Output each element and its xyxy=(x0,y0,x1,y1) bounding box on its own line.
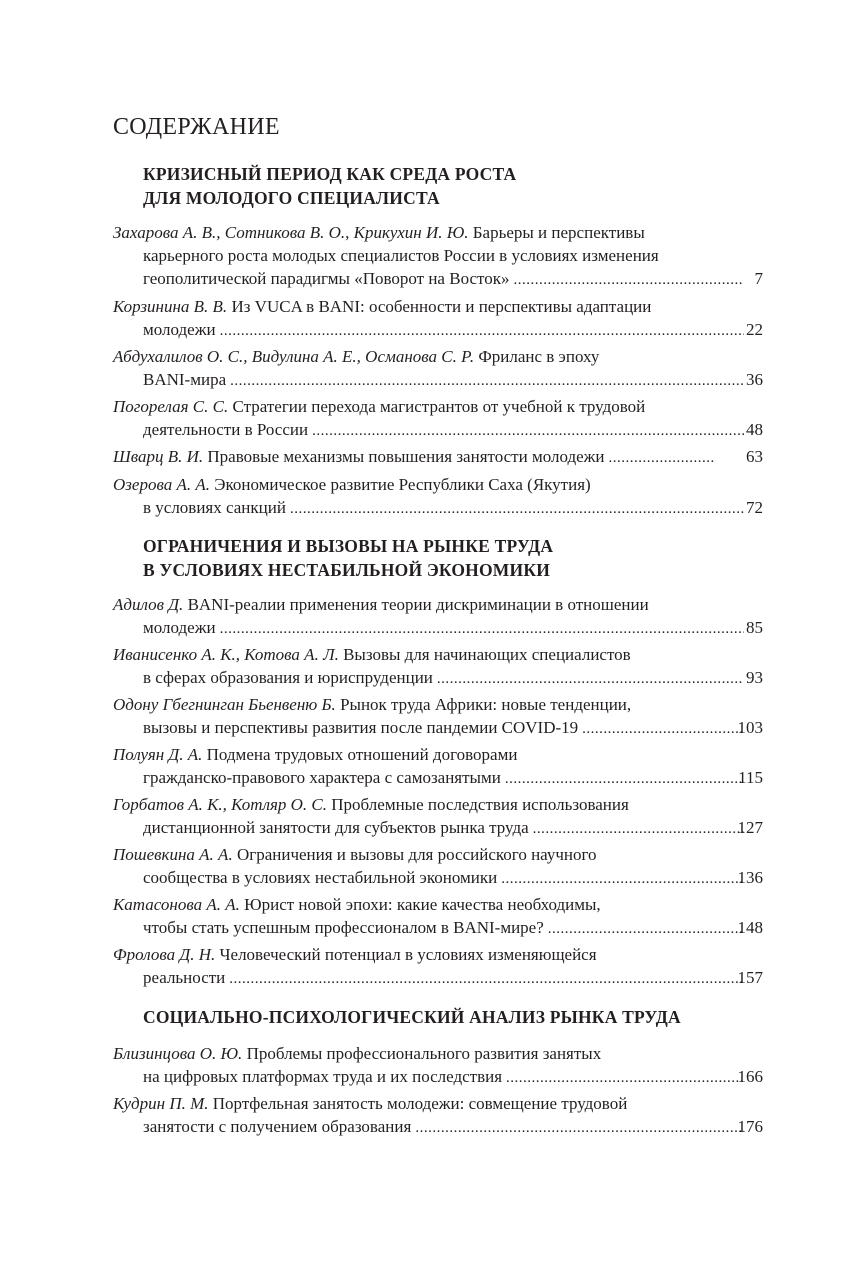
entry-title-continued: в условиях санкций xyxy=(143,498,286,517)
entry-title-continued: реальности xyxy=(143,968,226,987)
entry-line xyxy=(113,221,763,244)
page-number: 36 xyxy=(746,370,763,389)
entry-text xyxy=(143,616,216,639)
entry-line xyxy=(113,445,763,468)
toc-entry[interactable] xyxy=(113,221,763,290)
toc-entry[interactable] xyxy=(113,893,763,939)
entry-text xyxy=(143,318,216,341)
dot-leader xyxy=(220,320,744,343)
page-number: 148 xyxy=(737,918,763,937)
toc-entry[interactable] xyxy=(113,445,763,468)
entry-line xyxy=(113,816,763,839)
dot-leader xyxy=(415,1117,744,1140)
entry-title: Экономическое развитие Республики Саха (Якутия) xyxy=(214,475,591,494)
entry-author: Абдухалилов О. С., Видулина А. Е., Османова С. Р. xyxy=(113,347,475,366)
section-heading xyxy=(143,1005,743,1029)
page-number: 166 xyxy=(737,1067,763,1086)
entry-text xyxy=(143,816,529,839)
entry-title-continued: на цифровых платформах труда и их последствия xyxy=(143,1067,503,1086)
page-number: 157 xyxy=(737,968,763,987)
entry-line xyxy=(113,1065,763,1088)
entry-text xyxy=(143,267,510,290)
entry-line xyxy=(113,766,763,789)
dot-leader xyxy=(312,420,744,443)
entry-author: Шварц В. И. xyxy=(113,447,204,466)
page-title: СОДЕРЖАНИЕ xyxy=(113,114,280,140)
toc-entry[interactable] xyxy=(113,843,763,889)
entry-title-continued: дистанционной занятости для субъектов рынка труда xyxy=(143,818,529,837)
entry-text xyxy=(143,1065,502,1088)
entry-title: Проблемные последствия использования xyxy=(331,795,629,814)
entry-author: Кудрин П. М. xyxy=(113,1094,209,1113)
page-number: 115 xyxy=(738,768,763,787)
entry-title-continued: сообщества в условиях нестабильной экономики xyxy=(143,868,498,887)
entry-line xyxy=(113,843,763,866)
page-number: 103 xyxy=(737,718,763,737)
entry-author: Корзинина В. В. xyxy=(113,297,228,316)
section-heading-line: СОЦИАЛЬНО-ПСИХОЛОГИЧЕСКИЙ АНАЛИЗ РЫНКА ТРУДА xyxy=(143,1007,681,1027)
toc-entry[interactable] xyxy=(113,1042,763,1088)
entry-title: Барьеры и перспективы xyxy=(472,223,645,242)
entry-author: Фролова Д. Н. xyxy=(113,945,216,964)
entry-line xyxy=(113,244,763,267)
entry-title: Правовые механизмы повышения занятости молодежи xyxy=(207,447,605,466)
toc-entry[interactable] xyxy=(113,643,763,689)
entry-title: Из VUCA в BANI: особенности и перспективы адаптации xyxy=(231,297,652,316)
entry-title-continued: карьерного роста молодых специалистов России в условиях изменения xyxy=(143,246,659,265)
page-number: 22 xyxy=(746,320,763,339)
entry-title-continued: молодежи xyxy=(143,320,216,339)
entry-title-continued: занятости с получением образования xyxy=(143,1117,412,1136)
toc-entry[interactable] xyxy=(113,1092,763,1138)
entry-title-continued: BANI-мира xyxy=(143,370,227,389)
page-number: 127 xyxy=(737,818,763,837)
entry-title: Стратегии перехода магистрантов от учебной к трудовой xyxy=(232,397,646,416)
section-heading-line: ДЛЯ МОЛОДОГО СПЕЦИАЛИСТА xyxy=(143,188,440,208)
toc-entry[interactable] xyxy=(113,943,763,989)
entry-title-continued: гражданско-правового характера с самозанятыми xyxy=(143,768,501,787)
entry-title: Ограничения и вызовы для российского научного xyxy=(236,845,597,864)
entry-line xyxy=(113,943,763,966)
entry-title-continued: молодежи xyxy=(143,618,216,637)
entry-line xyxy=(113,793,763,816)
entry-title: Портфельная занятость молодежи: совмещение трудовой xyxy=(212,1094,628,1113)
entry-text xyxy=(143,1115,411,1138)
entry-line xyxy=(113,473,763,496)
entry-title: Человеческий потенциал в условиях изменяющейся xyxy=(219,945,597,964)
entry-author: Близинцова О. Ю. xyxy=(113,1044,243,1063)
entry-title-continued: вызовы и перспективы развития после пандемии COVID-19 xyxy=(143,718,579,737)
page-number: 93 xyxy=(746,668,763,687)
entry-text xyxy=(143,496,286,519)
entry-author: Озерова А. А. xyxy=(113,475,210,494)
entry-title: Рынок труда Африки: новые тенденции, xyxy=(340,695,632,714)
entry-line xyxy=(113,643,763,666)
entry-line xyxy=(113,267,763,290)
entry-title-continued: деятельности в России xyxy=(143,420,309,439)
section-heading xyxy=(143,162,743,210)
entry-line xyxy=(113,866,763,889)
entry-author: Погорелая С. С. xyxy=(113,397,229,416)
entry-line xyxy=(113,743,763,766)
entry-line xyxy=(113,295,763,318)
entry-line xyxy=(113,616,763,639)
entry-text xyxy=(143,766,501,789)
entry-author: Пошевкина А. А. xyxy=(113,845,233,864)
entry-title: Проблемы профессионального развития занятых xyxy=(246,1044,602,1063)
entry-line xyxy=(113,395,763,418)
page-number: 63 xyxy=(746,447,763,466)
entry-author: Захарова А. В., Сотникова В. О., Крикухин И. Ю. xyxy=(113,223,469,242)
dot-leader xyxy=(437,668,744,691)
dot-leader xyxy=(230,370,744,393)
entry-line xyxy=(113,966,763,989)
entry-author: Адилов Д. xyxy=(113,595,184,614)
entry-text xyxy=(143,966,225,989)
entry-text xyxy=(143,716,578,739)
entry-line xyxy=(113,368,763,391)
entry-line xyxy=(113,916,763,939)
page-number: 176 xyxy=(737,1117,763,1136)
entry-text xyxy=(143,666,433,689)
entry-title-continued: геополитической парадигмы «Поворот на Восток» xyxy=(143,269,510,288)
entry-line xyxy=(113,593,763,616)
entry-line xyxy=(113,418,763,441)
entry-line xyxy=(113,345,763,368)
entry-line xyxy=(113,666,763,689)
page-number: 136 xyxy=(737,868,763,887)
entry-author: Полуян Д. А. xyxy=(113,745,203,764)
entry-title: Вызовы для начинающих специалистов xyxy=(343,645,631,664)
entry-line xyxy=(113,693,763,716)
toc-entry[interactable] xyxy=(113,743,763,789)
entry-line xyxy=(113,1115,763,1138)
section-heading-line: ОГРАНИЧЕНИЯ И ВЫЗОВЫ НА РЫНКЕ ТРУДА xyxy=(143,536,554,556)
toc-entry[interactable] xyxy=(113,395,763,441)
dot-leader xyxy=(220,618,744,641)
toc-entry[interactable] xyxy=(113,295,763,341)
entry-author: Одону Гбегнинган Бьенвеню Б. xyxy=(113,695,336,714)
entry-text xyxy=(143,866,497,889)
page-number: 48 xyxy=(746,420,763,439)
page-number: 85 xyxy=(746,618,763,637)
entry-text xyxy=(143,916,544,939)
entry-text xyxy=(113,445,605,468)
toc-entry[interactable] xyxy=(113,593,763,639)
dot-leader xyxy=(229,968,744,991)
entry-line xyxy=(113,1092,763,1115)
dot-leader xyxy=(609,447,714,470)
entry-title: Юрист новой эпохи: какие качества необходимы, xyxy=(244,895,601,914)
section-heading xyxy=(143,534,743,582)
entry-title-continued: в сферах образования и юриспруденции xyxy=(143,668,433,687)
entry-title: Фриланс в эпоху xyxy=(478,347,600,366)
toc-entry[interactable] xyxy=(113,693,763,739)
page-number: 72 xyxy=(746,498,763,517)
entry-line xyxy=(113,496,763,519)
entry-text xyxy=(143,418,308,441)
toc-entry[interactable] xyxy=(113,345,763,391)
entry-title-continued: чтобы стать успешным профессионалом в BANI-мире? xyxy=(143,918,544,937)
entry-line xyxy=(113,1042,763,1065)
dot-leader xyxy=(290,498,744,521)
section-heading-line: В УСЛОВИЯХ НЕСТАБИЛЬНОЙ ЭКОНОМИКИ xyxy=(143,560,551,580)
toc-entry[interactable] xyxy=(113,473,763,519)
page-number: 7 xyxy=(754,269,763,288)
entry-author: Горбатов А. К., Котляр О. С. xyxy=(113,795,328,814)
entry-line xyxy=(113,893,763,916)
entry-author: Иванисенко А. К., Котова А. Л. xyxy=(113,645,339,664)
entry-text xyxy=(143,368,226,391)
entry-title: BANI-реалии применения теории дискриминации в отношении xyxy=(187,595,649,614)
entry-line xyxy=(113,318,763,341)
entry-title: Подмена трудовых отношений договорами xyxy=(206,745,518,764)
entry-author: Катасонова А. А. xyxy=(113,895,240,914)
toc-entry[interactable] xyxy=(113,793,763,839)
entry-line xyxy=(113,716,763,739)
section-heading-line: КРИЗИСНЫЙ ПЕРИОД КАК СРЕДА РОСТА xyxy=(143,164,517,184)
